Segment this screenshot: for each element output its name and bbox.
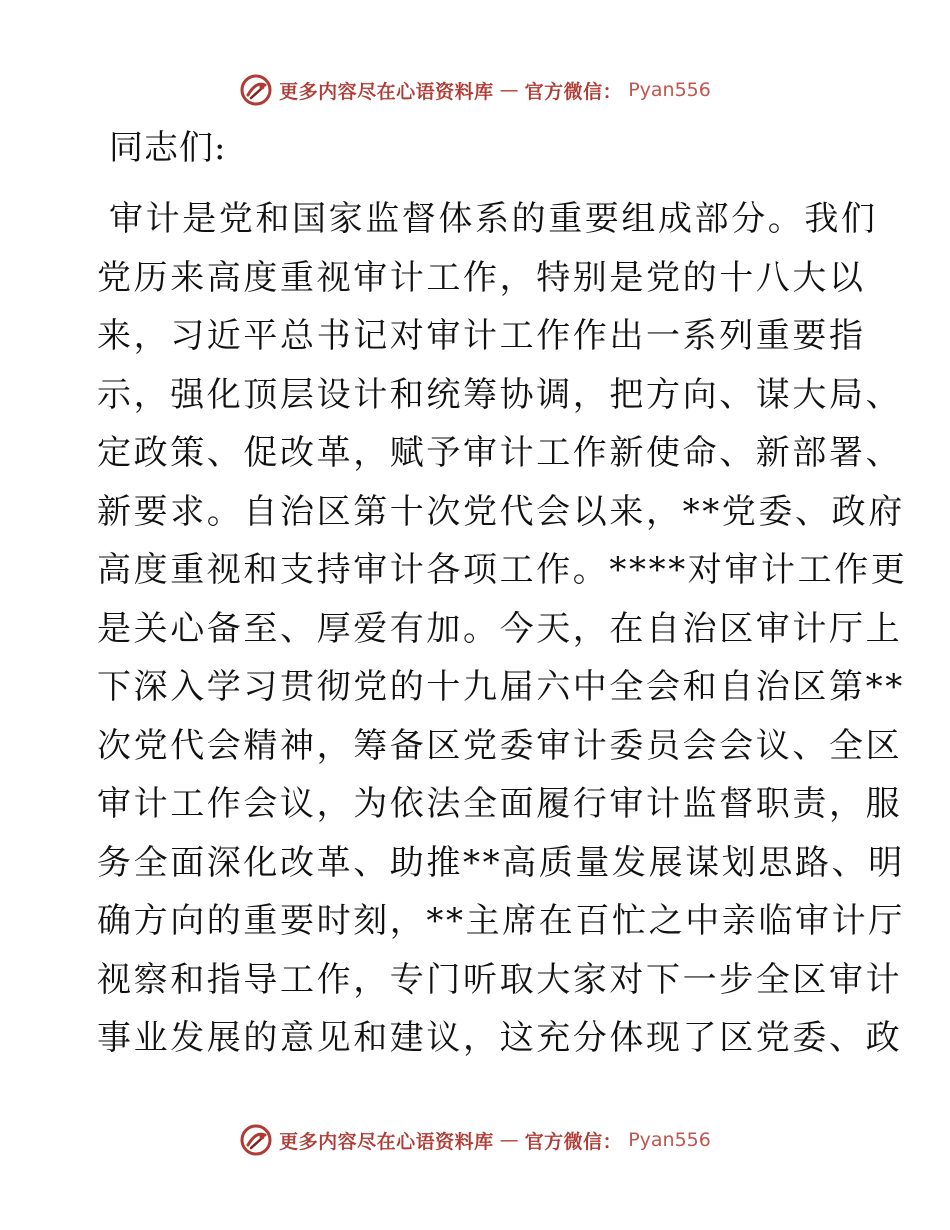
header-watermark <box>0 70 950 110</box>
watermark-site-text: 更多内容尽在心语资料库 <box>279 80 494 103</box>
paragraph-line: 示，强化顶层设计和统筹协调，把方向、谋大局、 <box>97 374 903 415</box>
seal-logo-icon <box>239 73 273 107</box>
watermark-wechat-label: 官方微信： <box>524 1130 623 1153</box>
paragraph-line: 确方向的重要时刻，**主席在百忙之中亲临审计厅 <box>97 901 905 941</box>
paragraph-line: 审计是党和国家监督体系的重要组成部分。我们 <box>109 199 878 239</box>
watermark-separator: — <box>499 1129 519 1151</box>
paragraph-line: 事业发展的意见和建议，这充分体现了区党委、政 <box>97 1018 903 1058</box>
paragraph-line: 审计工作会议，为依法全面履行审计监督职责，服 <box>97 784 903 824</box>
paragraph-line: 定政策、促改革，赋予审计工作新使命、新部署、 <box>97 433 903 473</box>
seal-logo-icon <box>239 1123 273 1157</box>
paragraph-line: 是关心备至、厚爱有加。今天，在自治区审计厅上 <box>97 608 903 649</box>
document-body <box>97 122 908 1068</box>
paragraph-line: 次党代会精神，筹备区党委审计委员会会议、全区 <box>97 725 903 766</box>
paragraph-line: 高度重视和支持审计各项工作。****对审计工作更 <box>97 550 908 590</box>
watermark-wechat-id: Pyan556 <box>628 1129 711 1151</box>
watermark-site-text: 更多内容尽在心语资料库 <box>279 1130 494 1153</box>
paragraph-line: 来，习近平总书记对审计工作作出一系列重要指 <box>97 316 866 356</box>
footer-watermark <box>0 1120 950 1160</box>
paragraph-line: 视察和指导工作，专门听取大家对下一步全区审计 <box>97 959 903 1000</box>
watermark-separator: — <box>499 79 519 101</box>
paragraph-line: 下深入学习贯彻党的十九届六中全会和自治区第** <box>97 667 905 707</box>
paragraph-line: 新要求。自治区第十次党代会以来，**党委、政府 <box>97 491 905 532</box>
paragraph-line: 务全面深化改革、助推**高质量发展谋划思路、明 <box>97 842 905 883</box>
salutation: 同志们: <box>109 128 227 168</box>
paragraph-line: 党历来高度重视审计工作，特别是党的十八大以 <box>97 257 866 298</box>
watermark-wechat-id: Pyan556 <box>628 79 711 101</box>
watermark-wechat-label: 官方微信： <box>524 80 623 103</box>
